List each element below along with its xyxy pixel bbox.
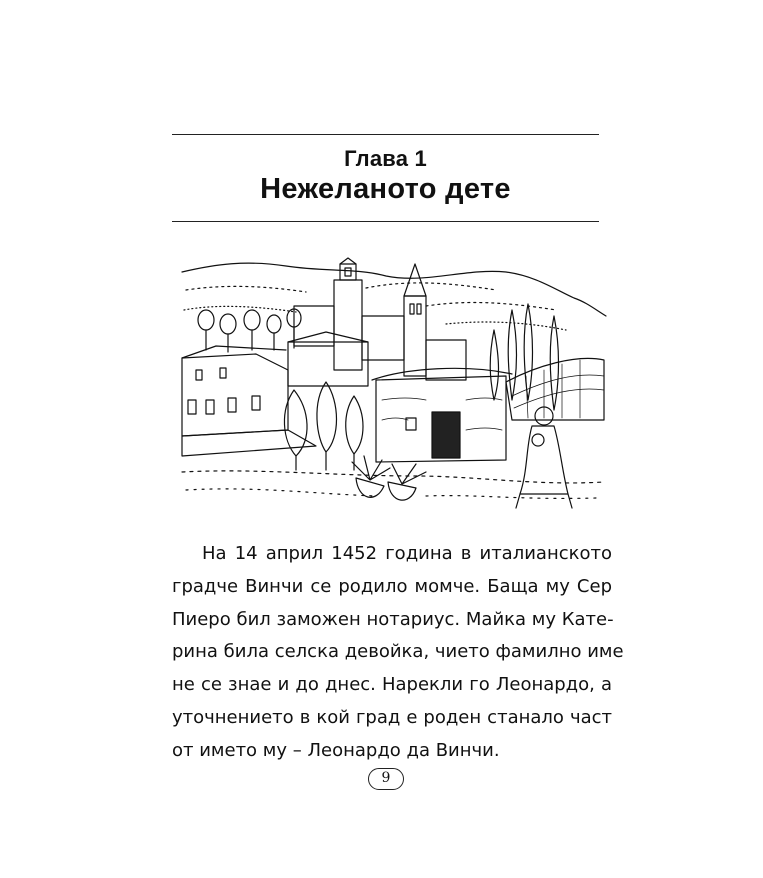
paragraph-line: градче Винчи се родило момче. Баща му Сер xyxy=(172,575,612,597)
chapter-title: Нежеланото дете xyxy=(260,173,511,205)
top-rule xyxy=(172,134,599,135)
paragraph-line: от името му – Леонардо да Винчи. xyxy=(172,739,500,761)
story-paragraph xyxy=(172,538,624,768)
paragraph-line: рина била селска девойка, чието фамилно име xyxy=(172,641,624,663)
page-number: 9 xyxy=(368,768,404,790)
vinci-town-illustration xyxy=(176,250,608,512)
paragraph-line: Пиеро бил заможен нотариус. Майка му Катe- xyxy=(172,608,614,630)
bottom-rule xyxy=(172,221,599,222)
chapter-label: Глава 1 xyxy=(344,146,427,171)
paragraph-line: не се знае и до днес. Нарекли го Леонардо, а xyxy=(172,674,612,696)
paragraph-line: уточнението в кой град е роден станало част xyxy=(172,706,612,728)
paragraph-line: На 14 април 1452 година в италианското xyxy=(202,543,612,564)
